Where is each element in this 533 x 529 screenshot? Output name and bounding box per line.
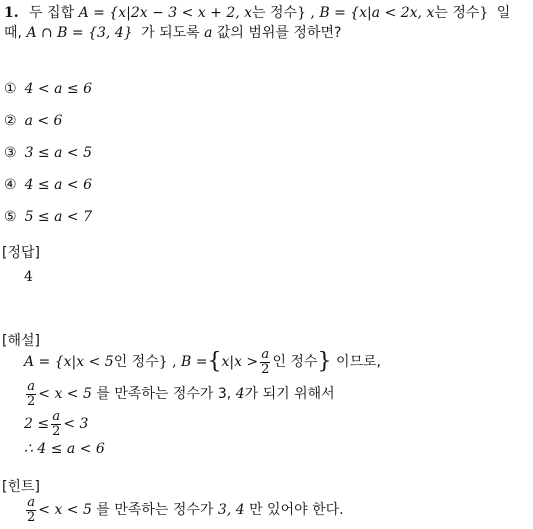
variable-a: a [204,25,213,41]
question-text: 일 [496,5,511,21]
solution-expression: 4 [235,386,245,402]
question-text: } [479,5,489,21]
choice-mark: ⑤ [4,209,17,225]
right-brace: } [317,349,332,374]
solution-expression: B = [181,354,208,370]
question-text: 두 집합 [29,5,75,21]
left-brace: { [207,349,222,374]
question-number: 1. [4,5,19,21]
choice-expression: 4 < a ≤ 6 [24,81,92,97]
hint-text: 를 만족하는 정수가 [96,502,214,518]
solution-expression: < 3 [63,416,89,432]
solution-conclusion: ∴ 4 ≤ a < 6 [24,441,105,457]
fraction-a-over-2: $\frac{a}{2}$ [52,408,61,439]
fraction-a-over-2: $\frac{a}{2}$ [27,378,36,409]
solution-text: 인 정수 [113,354,159,370]
fraction-a-over-2: $\frac{a}{2}$ [261,346,270,377]
choice-expression: 5 ≤ a < 7 [24,209,92,225]
choice-mark: ③ [4,145,17,161]
question-text: } , [297,5,315,21]
question-line-1 [4,4,510,22]
question-line-2 [4,24,341,42]
question-text: 가 되도록 [141,25,200,41]
choice-mark: ④ [4,177,17,193]
solution-expression: < x < 5 [38,386,92,402]
choice-5[interactable] [4,208,92,226]
hint-label: [힌트] [2,479,40,495]
solution-text: 를 만족하는 정수가 3, [96,386,232,402]
solution-expression: 2 ≤ [24,416,50,432]
choice-expression: a < 6 [24,113,63,129]
set-a-definition: A = {x|2x − 3 < x + 2, x [78,5,253,21]
solution-expression: A = {x|x < 5 [24,354,114,370]
choice-1[interactable] [4,80,92,98]
fraction-a-over-2: $\frac{a}{2}$ [27,494,36,525]
solution-line-1 [24,346,381,378]
solution-expression: x|x > [221,354,259,370]
hint-expression: < x < 5 [38,502,92,518]
set-b-definition: B = {x|a < 2x, x [319,5,435,21]
question-text: 때, [4,25,22,41]
intersection-condition: A ∩ B = {3, 4} [26,25,133,41]
solution-label: [해설] [2,333,40,349]
answer-label: [정답] [2,245,40,261]
solution-text: } , [158,354,177,370]
choice-mark: ② [4,113,17,129]
solution-text: 인 정수 [272,354,318,370]
answer-value: 4 [24,269,33,285]
solution-text: 이므로, [335,354,381,370]
choice-mark: ① [4,81,17,97]
question-text: 값의 범위를 정하면? [216,25,342,41]
solution-line-2 [24,378,335,410]
question-text: 는 정수 [252,5,298,21]
solution-text: 가 되기 위해서 [244,386,335,402]
hint-line [24,494,344,526]
choice-expression: 4 ≤ a < 6 [24,177,92,193]
choice-2[interactable] [4,112,62,130]
question-text: 는 정수 [434,5,480,21]
hint-expression: 3, 4 [217,502,245,518]
choice-expression: 3 ≤ a < 5 [24,145,92,161]
solution-line-3 [24,408,88,440]
choice-3[interactable] [4,144,92,162]
hint-text: 만 있어야 한다. [249,502,344,518]
choice-4[interactable] [4,176,92,194]
